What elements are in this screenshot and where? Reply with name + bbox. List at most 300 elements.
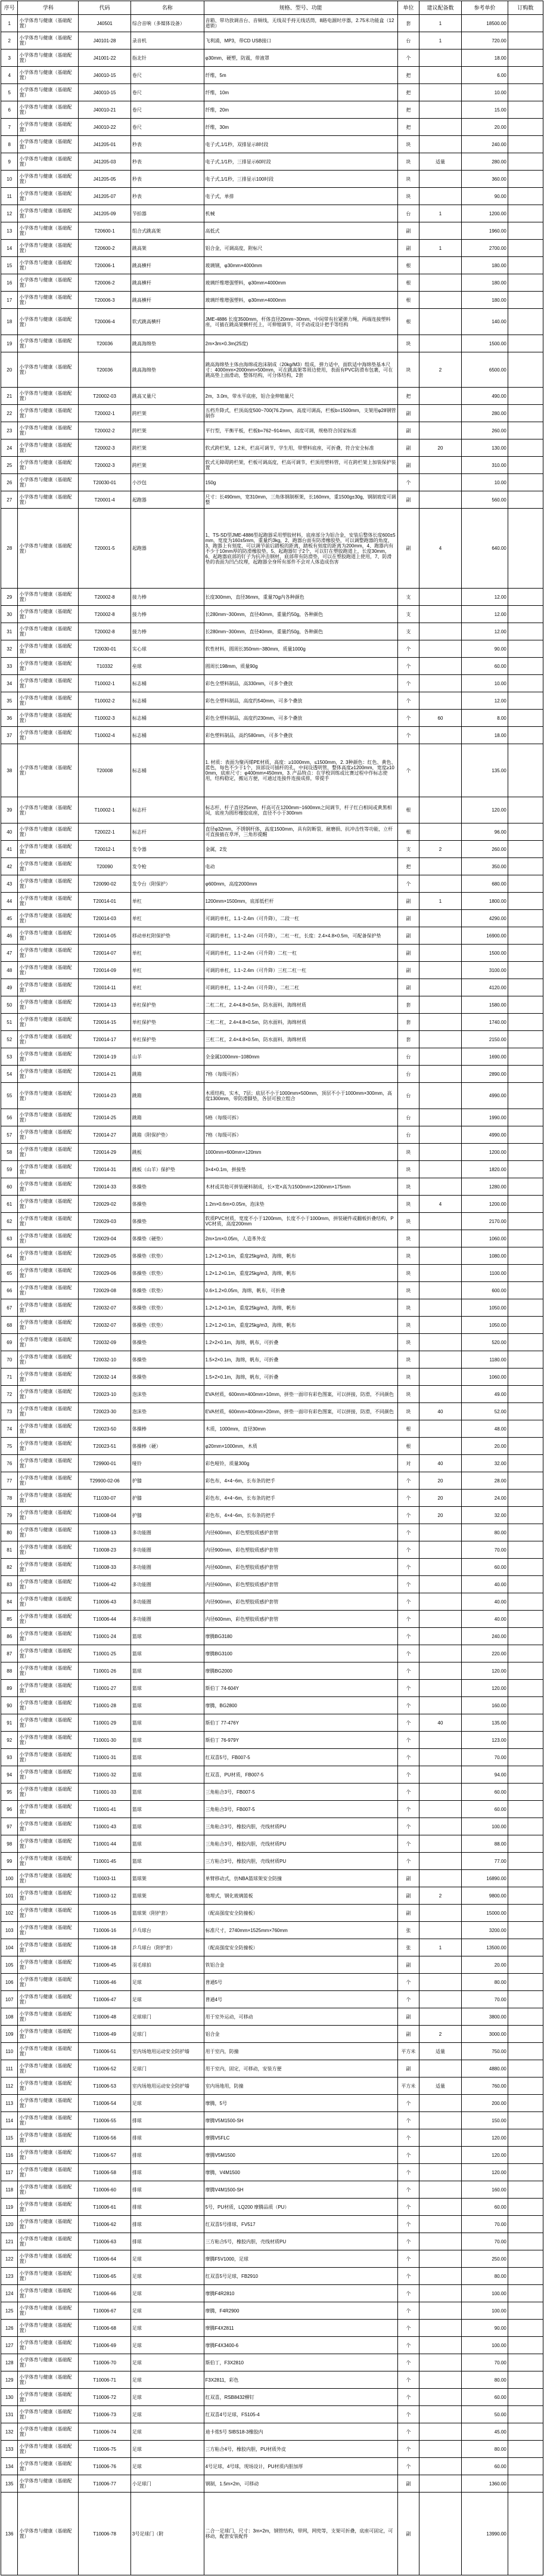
- code-cell: T20600-1: [79, 222, 131, 240]
- order-count-cell: [508, 2475, 543, 2493]
- quantity-cell: [419, 1014, 461, 1031]
- unit-price-cell: 120.00: [462, 1680, 508, 1697]
- item-name-cell: 标志桶: [130, 692, 204, 710]
- subject-cell: 小学体育与健康（基础配置）: [18, 509, 79, 589]
- table-row: [1, 153, 543, 171]
- quantity-cell: [419, 2337, 461, 2354]
- code-cell: T10006-68: [79, 2320, 131, 2337]
- unit-price-cell: 260.00: [462, 841, 508, 858]
- subject-cell: 小学体育与健康（基础配置）: [18, 640, 79, 658]
- item-name-cell: 综合音响（多媒体设备）: [130, 15, 204, 32]
- quantity-cell: [419, 292, 461, 309]
- quantity-cell: [419, 1247, 461, 1265]
- unit-price-cell: 1060.00: [462, 1368, 508, 1386]
- order-count-cell: [508, 2147, 543, 2164]
- row-index: 82: [1, 1559, 18, 1576]
- table-row: [1, 2268, 543, 2285]
- unit-cell: 台: [397, 205, 419, 222]
- order-count-cell: [508, 1784, 543, 1801]
- code-cell: T20029-02: [79, 1196, 131, 1213]
- row-index: 112: [1, 2077, 18, 2095]
- row-index: 12: [1, 205, 18, 222]
- unit-cell: 副: [397, 491, 419, 509]
- unit-price-cell: 120.00: [462, 2164, 508, 2181]
- order-count-cell: [508, 171, 543, 188]
- order-count-cell: [508, 1161, 543, 1178]
- order-count-cell: [508, 1014, 543, 1031]
- row-index: 50: [1, 996, 18, 1014]
- quantity-cell: 40: [419, 1455, 461, 1472]
- quantity-cell: [419, 1697, 461, 1714]
- spec-cell: 彩色全塑料制品，高度约230mm，可多个叠放: [204, 710, 397, 727]
- item-name-cell: 实心球: [130, 640, 204, 658]
- unit-cell: 副: [397, 927, 419, 945]
- spec-cell: 金属，2发: [204, 841, 397, 858]
- unit-price-cell: 48.00: [462, 1420, 508, 1438]
- row-index: 132: [1, 2423, 18, 2441]
- row-index: 48: [1, 962, 18, 979]
- quantity-cell: [419, 2458, 461, 2475]
- code-cell: T10001-43: [79, 1818, 131, 1835]
- code-cell: T20022-1: [79, 823, 131, 841]
- unit-cell: 个: [397, 2320, 419, 2337]
- equipment-table: [1, 1, 543, 2575]
- item-name-cell: 接力棒: [130, 606, 204, 623]
- unit-price-cell: 280.00: [462, 153, 508, 171]
- unit-price-cell: 1200.00: [462, 1144, 508, 1161]
- unit-cell: 个: [397, 1714, 419, 1732]
- subject-cell: 小学体育与健康（基础配置）: [18, 1066, 79, 1083]
- row-index: 13: [1, 222, 18, 240]
- table-row: [1, 1213, 543, 1230]
- code-cell: T10006-49: [79, 2026, 131, 2043]
- order-count-cell: [508, 2026, 543, 2043]
- unit-cell: 个: [397, 1697, 419, 1714]
- unit-cell: 副: [397, 457, 419, 474]
- table-row: [1, 1247, 543, 1265]
- item-name-cell: 节拍器: [130, 205, 204, 222]
- code-cell: T20014-09: [79, 962, 131, 979]
- row-index: 131: [1, 2406, 18, 2423]
- unit-cell: 个: [397, 1766, 419, 1784]
- spec-cell: 用于室外运动，可移动: [204, 2008, 397, 2026]
- code-cell: T10006-77: [79, 2475, 131, 2493]
- row-index: 58: [1, 1144, 18, 1161]
- unit-price-cell: 18.00: [462, 727, 508, 744]
- row-index: 123: [1, 2268, 18, 2285]
- table-row: [1, 1196, 543, 1213]
- order-count-cell: [508, 2493, 543, 2575]
- spec-cell: 电子式,1/1秒，三排显示100时段: [204, 171, 397, 188]
- item-name-cell: 跨栏架: [130, 439, 204, 457]
- code-cell: T10003-12: [79, 1887, 131, 1905]
- table-row: [1, 1732, 543, 1749]
- item-name-cell: 单杠保护垫: [130, 996, 204, 1014]
- unit-cell: 个: [397, 744, 419, 797]
- row-index: 64: [1, 1247, 18, 1265]
- item-name-cell: 护膝: [130, 1507, 204, 1524]
- subject-cell: 小学体育与健康（基础配置）: [18, 1031, 79, 1048]
- item-name-cell: 篮球: [130, 1680, 204, 1697]
- code-cell: T10001-27: [79, 1680, 131, 1697]
- code-cell: T20029-04: [79, 1230, 131, 1247]
- unit-cell: 根: [397, 1420, 419, 1438]
- unit-cell: 台: [397, 1126, 419, 1144]
- spec-cell: 1. 材质：表面为聚丙烯PE材质，高度：≥1000mm，≤1500mm，2. 3种颜色：红色、黄色、蓝色，每色不少于1个，顶部设可插杆的孔，中间设透明管，整体高度≥1200mm，宽度≥100mm，底座尺寸：φ400mm×450mm，3. 产品特点：在学校训练或比赛过程中作标志使用，结构稳定，搬运方便，可通过连接件连接成排，带提手: [204, 744, 397, 797]
- unit-price-cell: 100.00: [462, 2285, 508, 2302]
- order-count-cell: [508, 222, 543, 240]
- quantity-cell: [419, 1835, 461, 1853]
- item-name-cell: 体操垫（硬垫）: [130, 1230, 204, 1247]
- order-count-cell: [508, 1732, 543, 1749]
- order-count-cell: [508, 2233, 543, 2250]
- unit-price-cell: 3000.00: [462, 2026, 508, 2043]
- unit-cell: 根: [397, 274, 419, 292]
- quantity-cell: [419, 727, 461, 744]
- unit-price-cell: 20.00: [462, 1438, 508, 1455]
- order-count-cell: [508, 309, 543, 335]
- subject-cell: 小学体育与健康（基础配置）: [18, 1784, 79, 1801]
- unit-price-cell: 16900.00: [462, 927, 508, 945]
- row-index: 97: [1, 1818, 18, 1835]
- unit-price-cell: 80.00: [462, 2441, 508, 2458]
- unit-cell: 块: [397, 1161, 419, 1178]
- row-index: 15: [1, 257, 18, 274]
- quantity-cell: [419, 2095, 461, 2112]
- item-name-cell: 足球: [130, 2371, 204, 2389]
- order-count-cell: [508, 2008, 543, 2026]
- item-name-cell: 标志桶: [130, 675, 204, 692]
- unit-cell: 副: [397, 893, 419, 910]
- table-row: [1, 1611, 543, 1628]
- unit-price-cell: 13500.00: [462, 1939, 508, 1956]
- spec-cell: 7格（每级可拆）: [204, 1066, 397, 1083]
- order-count-cell: [508, 1766, 543, 1784]
- code-cell: T20014-17: [79, 1031, 131, 1048]
- row-index: 49: [1, 979, 18, 996]
- unit-cell: 块: [397, 352, 419, 388]
- row-index: 34: [1, 675, 18, 692]
- code-cell: T10008-23: [79, 1541, 131, 1559]
- unit-price-cell: 1500.00: [462, 335, 508, 352]
- table-row: [1, 1282, 543, 1299]
- unit-cell: 副: [397, 240, 419, 257]
- table-row: [1, 352, 543, 388]
- subject-cell: 小学体育与健康（基础配置）: [18, 1420, 79, 1438]
- quantity-cell: [419, 1732, 461, 1749]
- subject-cell: 小学体育与健康（基础配置）: [18, 945, 79, 962]
- order-count-cell: [508, 2060, 543, 2077]
- table-row: [1, 1559, 543, 1576]
- code-cell: T10006-48: [79, 2008, 131, 2026]
- code-cell: T10006-58: [79, 2164, 131, 2181]
- order-count-cell: [508, 2112, 543, 2129]
- order-count-cell: [508, 2164, 543, 2181]
- quantity-cell: [419, 606, 461, 623]
- quantity-cell: [419, 1066, 461, 1083]
- code-cell: T20032-14: [79, 1368, 131, 1386]
- quantity-cell: [419, 823, 461, 841]
- table-row: [1, 1835, 543, 1853]
- spec-cell: 玻璃钢，φ30mm×4000mm: [204, 257, 397, 274]
- subject-cell: 小学体育与健康（基础配置）: [18, 2147, 79, 2164]
- row-index: 133: [1, 2441, 18, 2458]
- unit-cell: 平方米: [397, 2043, 419, 2060]
- unit-price-cell: 120.00: [462, 1662, 508, 1680]
- spec-cell: 摩腾F4R2810: [204, 2285, 397, 2302]
- table-body: [1, 15, 543, 2575]
- unit-cell: 把: [397, 67, 419, 84]
- spec-cell: 内径900mm，彩色塑胶质感护套管: [204, 1593, 397, 1611]
- subject-cell: 小学体育与健康（基础配置）: [18, 1282, 79, 1299]
- subject-cell: 小学体育与健康（基础配置）: [18, 1559, 79, 1576]
- table-row: [1, 1749, 543, 1766]
- code-cell: T29900-01: [79, 1455, 131, 1472]
- code-cell: J41205-05: [79, 171, 131, 188]
- item-name-cell: 篮球: [130, 1853, 204, 1870]
- subject-cell: 小学体育与健康（基础配置）: [18, 67, 79, 84]
- unit-cell: 个: [397, 1749, 419, 1766]
- item-name-cell: 标志桶: [130, 727, 204, 744]
- item-name-cell: 排球: [130, 2216, 204, 2233]
- quantity-cell: [419, 1048, 461, 1066]
- code-cell: J41205-09: [79, 205, 131, 222]
- order-count-cell: [508, 1956, 543, 1974]
- row-index: 122: [1, 2250, 18, 2268]
- code-cell: T10008-13: [79, 1524, 131, 1541]
- subject-cell: 小学体育与健康（基础配置）: [18, 205, 79, 222]
- row-index: 33: [1, 658, 18, 675]
- subject-cell: 小学体育与健康（基础配置）: [18, 1048, 79, 1066]
- order-count-cell: [508, 2095, 543, 2112]
- code-cell: T20036: [79, 352, 131, 388]
- table-row: [1, 1922, 543, 1939]
- spec-cell: 长280mm~300mm，直径40mm，重量约50g，各种颜色: [204, 623, 397, 640]
- quantity-cell: [419, 1351, 461, 1368]
- unit-cell: 根: [397, 1438, 419, 1455]
- spec-cell: 铝合金: [204, 2026, 397, 2043]
- row-index: 111: [1, 2060, 18, 2077]
- subject-cell: 小学体育与健康（基础配置）: [18, 1956, 79, 1974]
- unit-cell: 个: [397, 2250, 419, 2268]
- code-cell: T10006-45: [79, 1956, 131, 1974]
- subject-cell: 小学体育与健康（基础配置）: [18, 2475, 79, 2493]
- quantity-cell: [419, 1213, 461, 1230]
- code-cell: T10006-72: [79, 2389, 131, 2406]
- unit-cell: 块: [397, 335, 419, 352]
- row-index: 95: [1, 1784, 18, 1801]
- table-row: [1, 606, 543, 623]
- item-name-cell: 足球: [130, 2268, 204, 2285]
- item-name-cell: 跳高叉量尺: [130, 388, 204, 405]
- unit-price-cell: 80.00: [462, 1524, 508, 1541]
- unit-price-cell: 135.00: [462, 744, 508, 797]
- item-name-cell: 篮球架（附护套）: [130, 1905, 204, 1922]
- code-cell: T20014-11: [79, 979, 131, 996]
- order-count-cell: [508, 744, 543, 797]
- table-row: [1, 858, 543, 875]
- quantity-cell: 1: [419, 15, 461, 32]
- quantity-cell: [419, 2475, 461, 2493]
- unit-price-cell: 70.00: [462, 2354, 508, 2371]
- unit-price-cell: 32.00: [462, 1455, 508, 1472]
- unit-cell: 块: [397, 1299, 419, 1317]
- table-row: [1, 2077, 543, 2095]
- unit-price-cell: 1060.00: [462, 1230, 508, 1247]
- quantity-cell: [419, 405, 461, 422]
- subject-cell: 小学体育与健康（基础配置）: [18, 240, 79, 257]
- spec-cell: 1.2×2×0.1m，海绵，帆布，可折叠: [204, 1334, 397, 1351]
- row-index: 38: [1, 744, 18, 797]
- table-row: [1, 1109, 543, 1126]
- unit-cell: 副: [397, 962, 419, 979]
- code-cell: T10006-51: [79, 2043, 131, 2060]
- quantity-cell: [419, 1559, 461, 1576]
- order-count-cell: [508, 274, 543, 292]
- subject-cell: 小学体育与健康（基础配置）: [18, 274, 79, 292]
- order-count-cell: [508, 1247, 543, 1265]
- table-row: [1, 893, 543, 910]
- item-name-cell: 排球: [130, 2164, 204, 2181]
- spec-cell: 红双喜4号足球，FS105-4: [204, 2406, 397, 2423]
- subject-cell: 小学体育与健康（基础配置）: [18, 1524, 79, 1541]
- code-cell: T10001-41: [79, 1801, 131, 1818]
- subject-cell: 小学体育与健康（基础配置）: [18, 2371, 79, 2389]
- table-row: [1, 1014, 543, 1031]
- quantity-cell: 适量: [419, 153, 461, 171]
- subject-cell: 小学体育与健康（基础配置）: [18, 2250, 79, 2268]
- order-count-cell: [508, 1368, 543, 1386]
- code-cell: T10006-62: [79, 2216, 131, 2233]
- subject-cell: 小学体育与健康（基础配置）: [18, 1247, 79, 1265]
- spec-cell: 1.5×2×0.1m，海绵，帆布，可折叠: [204, 1368, 397, 1386]
- table-row: [1, 1403, 543, 1420]
- subject-cell: 小学体育与健康（基础配置）: [18, 101, 79, 119]
- row-index: 16: [1, 274, 18, 292]
- unit-price-cell: 12.00: [462, 589, 508, 606]
- unit-cell: 支: [397, 623, 419, 640]
- subject-cell: 小学体育与健康（基础配置）: [18, 2493, 79, 2575]
- quantity-cell: 1: [419, 1939, 461, 1956]
- spec-cell: 音箱、带功放调音台、音频线，无线双手持无线话筒，8路电源时序器，2.75米功能盒（12道锁）: [204, 15, 397, 32]
- code-cell: T10006-47: [79, 1991, 131, 2008]
- table-row: [1, 1126, 543, 1144]
- table-row: [1, 841, 543, 858]
- table-row: [1, 388, 543, 405]
- unit-cell: 个: [397, 2268, 419, 2285]
- unit-cell: 根: [397, 823, 419, 841]
- table-row: [1, 2112, 543, 2129]
- row-index: 10: [1, 171, 18, 188]
- quantity-cell: [419, 2406, 461, 2423]
- table-row: [1, 1420, 543, 1438]
- order-count-cell: [508, 1455, 543, 1472]
- item-name-cell: 泡沫垫: [130, 1403, 204, 1420]
- order-count-cell: [508, 1317, 543, 1334]
- unit-cell: 个: [397, 1853, 419, 1870]
- order-count-cell: [508, 1991, 543, 2008]
- quantity-cell: [419, 1784, 461, 1801]
- unit-cell: 个: [397, 1490, 419, 1507]
- unit-price-cell: 70.00: [462, 1991, 508, 2008]
- spec-cell: 150g: [204, 474, 397, 491]
- code-cell: T10006-71: [79, 2371, 131, 2389]
- subject-cell: 小学体育与健康（基础配置）: [18, 136, 79, 153]
- code-cell: T20014-01: [79, 893, 131, 910]
- subject-cell: 小学体育与健康（基础配置）: [18, 309, 79, 335]
- table-row: [1, 1991, 543, 2008]
- subject-cell: 小学体育与健康（基础配置）: [18, 1628, 79, 1645]
- quantity-cell: 2: [419, 352, 461, 388]
- order-count-cell: [508, 457, 543, 474]
- order-count-cell: [508, 2285, 543, 2302]
- row-index: 52: [1, 1031, 18, 1048]
- spec-cell: 二杠二杠，2.4×4.8×0.5m，防水面料，海绵材质: [204, 996, 397, 1014]
- row-index: 110: [1, 2043, 18, 2060]
- subject-cell: 小学体育与健康（基础配置）: [18, 1334, 79, 1351]
- item-name-cell: 排球: [130, 2199, 204, 2216]
- subject-cell: 小学体育与健康（基础配置）: [18, 1014, 79, 1031]
- item-name-cell: 跳高海绵垫: [130, 352, 204, 388]
- unit-price-cell: 80.00: [462, 2371, 508, 2389]
- unit-price-cell: 60.00: [462, 658, 508, 675]
- code-cell: T10001-44: [79, 1835, 131, 1853]
- unit-cell: 副: [397, 405, 419, 422]
- item-name-cell: 篮球: [130, 1766, 204, 1784]
- order-count-cell: [508, 188, 543, 205]
- table-row: [1, 875, 543, 893]
- order-count-cell: [508, 1420, 543, 1438]
- quantity-cell: [419, 2423, 461, 2441]
- unit-price-cell: 18.00: [462, 49, 508, 67]
- table-row: [1, 1628, 543, 1645]
- item-name-cell: 秒表: [130, 153, 204, 171]
- subject-cell: 小学体育与健康（基础配置）: [18, 710, 79, 727]
- subject-cell: 小学体育与健康（基础配置）: [18, 1161, 79, 1178]
- order-count-cell: [508, 2458, 543, 2475]
- item-name-cell: 发令台（附保护）: [130, 875, 204, 893]
- row-index: 80: [1, 1524, 18, 1541]
- unit-cell: 把: [397, 84, 419, 101]
- spec-cell: 可调的单杠，1.1~2.4m（可升降），二杠一杠，长度：2.4×4.8×0.5m，可配备保护垫: [204, 927, 397, 945]
- table-row: [1, 422, 543, 439]
- spec-cell: 迪卡侬5号 SIBS18-3橡胶内: [204, 2423, 397, 2441]
- table-row: [1, 1083, 543, 1109]
- order-count-cell: [508, 101, 543, 119]
- unit-price-cell: 120.00: [462, 797, 508, 823]
- spec-cell: 纤维，20m: [204, 101, 397, 119]
- unit-cell: 个: [397, 692, 419, 710]
- item-name-cell: 足球: [130, 2389, 204, 2406]
- item-name-cell: 排球: [130, 2112, 204, 2129]
- unit-price-cell: 360.00: [462, 171, 508, 188]
- unit-price-cell: 680.00: [462, 875, 508, 893]
- unit-cell: 个: [397, 2302, 419, 2320]
- subject-cell: 小学体育与健康（基础配置）: [18, 1083, 79, 1109]
- order-count-cell: [508, 823, 543, 841]
- subject-cell: 小学体育与健康（基础配置）: [18, 257, 79, 274]
- quantity-cell: [419, 1576, 461, 1593]
- unit-cell: 副: [397, 2493, 419, 2575]
- order-count-cell: [508, 1835, 543, 1853]
- order-count-cell: [508, 2320, 543, 2337]
- table-row: [1, 1455, 543, 1472]
- table-row: [1, 1351, 543, 1368]
- row-index: 42: [1, 858, 18, 875]
- code-cell: T10001-25: [79, 1645, 131, 1662]
- subject-cell: 小学体育与健康（基础配置）: [18, 1991, 79, 2008]
- order-count-cell: [508, 841, 543, 858]
